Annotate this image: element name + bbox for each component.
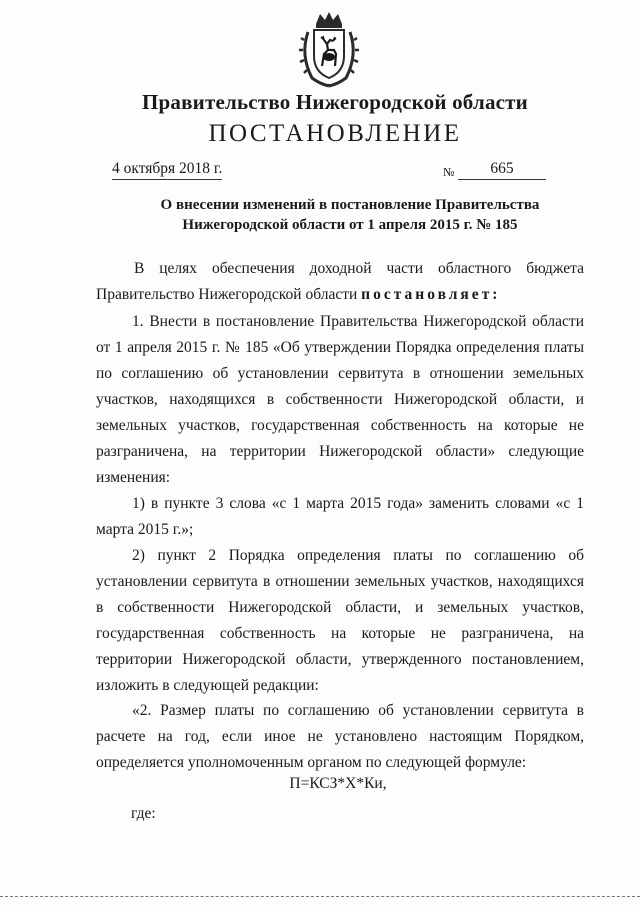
clause-1-text: 1. Внести в постановление Правительства Нижегородской области от 1 апреля 2015 г. № 185 «Об утверждении Порядка определения платы по соглашению об установлении сервитута в отношении земельных участков, находящихся в собственности Нижегородской области, и земельных участков, государственная собственность на которые не разграничена, на территории Нижегородской области» следующие изменения: xyxy=(96,313,584,486)
clause-1-paragraph xyxy=(96,309,584,491)
clause-1-2-text: 2) пункт 2 Порядка определения платы по соглашению об установлении сервитута в отношении земельных участков, находящихся в собственности Нижегородской области, и земельных участков, государственная собственность на которые не разграничена, на территории Нижегородской области, утвержденного постановлением, изложить в следующей редакции: xyxy=(96,547,584,694)
coat-of-arms-icon xyxy=(298,10,360,88)
clause-2-text: «2. Размер платы по соглашению об установлении сервитута в расчете на год, если иное не установлено настоящим Порядком, определяется уполномоченным органом по следующей формуле: xyxy=(96,702,584,771)
resolves-word: постановляет: xyxy=(361,286,501,303)
document-number: 665 xyxy=(458,160,546,180)
government-title: Правительство Нижегородской области xyxy=(142,90,528,114)
bottom-divider xyxy=(0,896,640,898)
document-subject xyxy=(100,195,600,235)
subject-line-1: О внесении изменений в постановление Правительства xyxy=(160,197,540,213)
document-type: ПОСТАНОВЛЕНИЕ xyxy=(208,120,462,147)
document-date: 4 октября 2018 г. xyxy=(112,160,222,180)
clause-1-1-paragraph xyxy=(96,491,584,543)
preamble-text: В целях обеспечения доходной части областного бюджета Правительство Нижегородской области xyxy=(96,260,584,303)
clause-1-1-text: 1) в пункте 3 слова «с 1 марта 2015 года» заменить словами «с 1 марта 2015 г.»; xyxy=(96,495,584,538)
preamble-paragraph xyxy=(96,256,584,308)
clause-1-2-paragraph xyxy=(96,543,584,699)
number-label: № xyxy=(443,165,455,179)
where-label: где: xyxy=(131,805,156,822)
subject-line-2: Нижегородской области от 1 апреля 2015 г. № 185 xyxy=(182,217,518,233)
payment-formula: П=КСЗ*Х*Ки, xyxy=(289,775,387,792)
clause-2-paragraph xyxy=(96,698,584,776)
